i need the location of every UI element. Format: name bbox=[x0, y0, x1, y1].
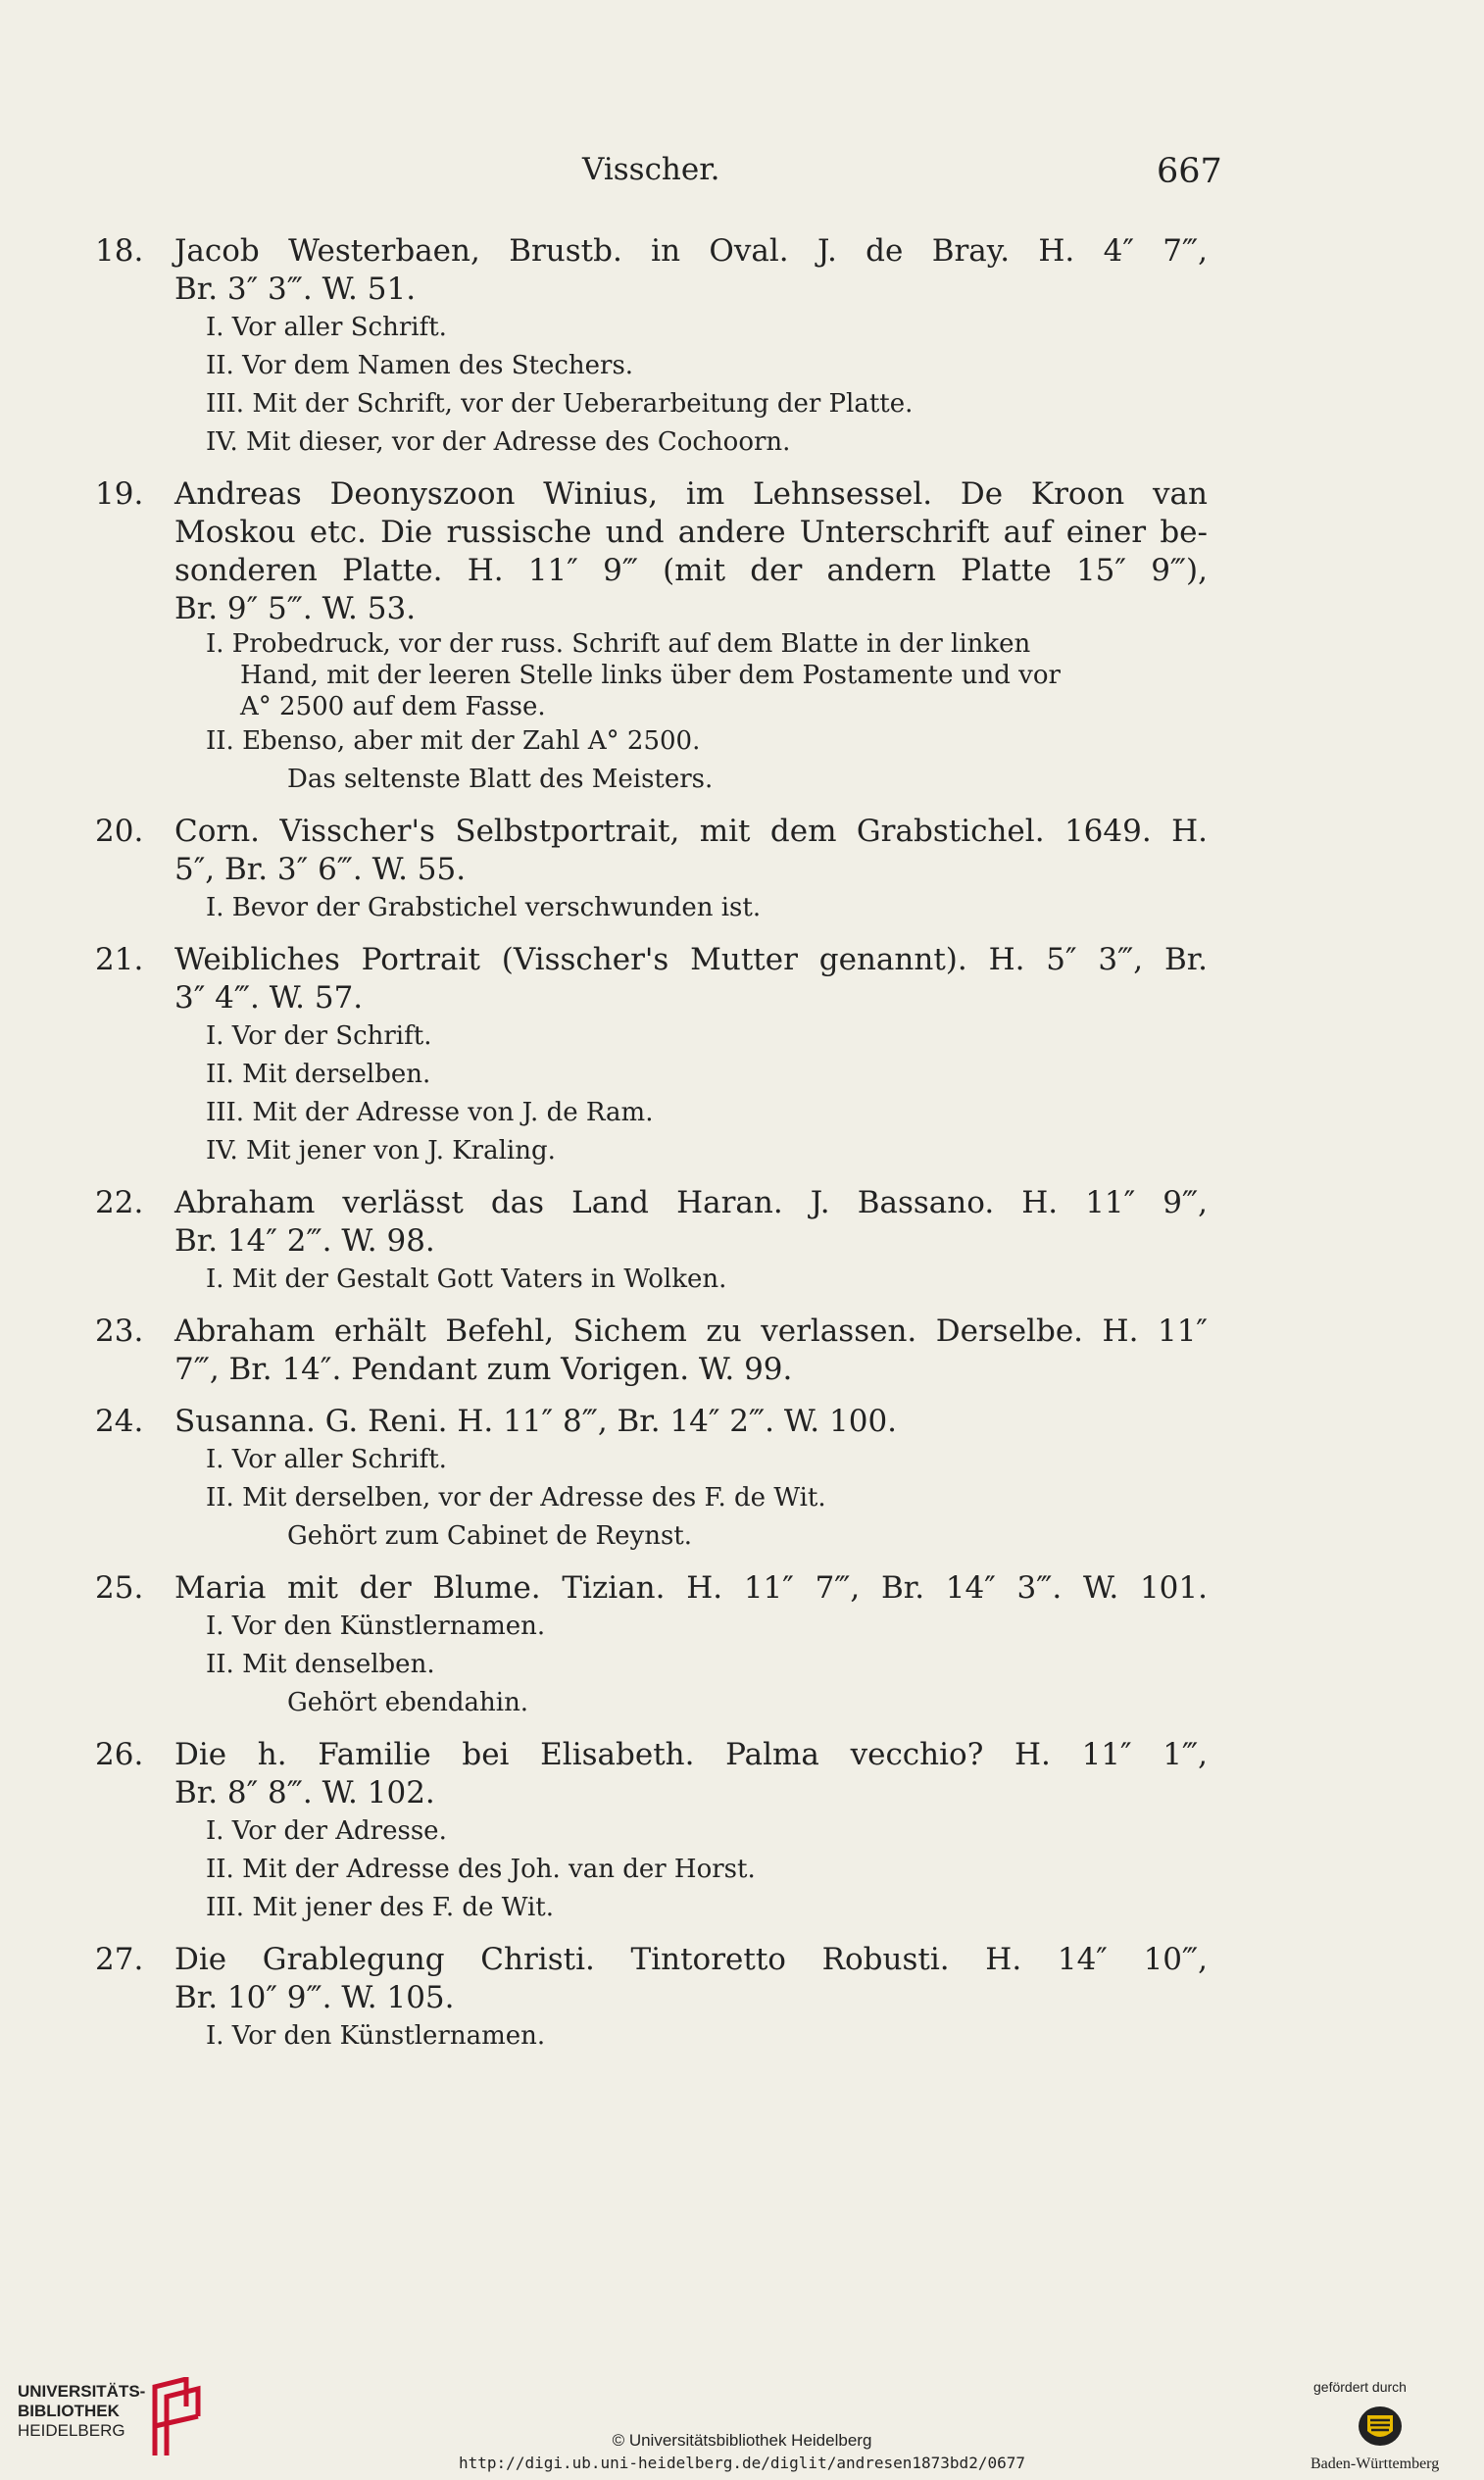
entry-19 bbox=[95, 475, 1208, 799]
entry-text-line: Susanna. G. Reni. H. 11″ 8‴, Br. 14″ 2‴. W. 100. bbox=[174, 1404, 898, 1439]
state-line: I. Mit der Gestalt Gott Vaters in Wolken. bbox=[206, 1265, 727, 1294]
state-line: III. Mit jener des F. de Wit. bbox=[206, 1893, 555, 1922]
entry-number: 27. bbox=[95, 1942, 144, 1977]
state-line: II. Ebenso, aber mit der Zahl A° 2500. bbox=[206, 726, 701, 756]
entry-text-line: Jacob Westerbaen, Brustb. in Oval. J. de Bray. H. 4″ 7‴, bbox=[174, 233, 1208, 269]
state-line: I. Bevor der Grabstichel verschwunden ist. bbox=[206, 893, 762, 922]
entry-number: 26. bbox=[95, 1737, 144, 1772]
entry-number: 25. bbox=[95, 1570, 144, 1606]
entry-text-line: Br. 8″ 8‴. W. 102. bbox=[174, 1775, 435, 1810]
entry-number: 19. bbox=[95, 476, 144, 512]
state-line: I. Probedruck, vor der russ. Schrift auf dem Blatte in der linken bbox=[206, 629, 1031, 659]
entry-text-line: 5″, Br. 3″ 6‴. W. 55. bbox=[174, 852, 467, 887]
entry-text-line: Andreas Deonyszoon Winius, im Lehnsessel. De Kroon van bbox=[174, 476, 1208, 512]
state-line: II. Mit denselben. bbox=[206, 1650, 435, 1679]
state-line: III. Mit der Schrift, vor der Ueberarbeitung der Platte. bbox=[206, 389, 914, 419]
entry-text-line: Corn. Visscher's Selbstportrait, mit dem Grabstichel. 1649. H. bbox=[174, 814, 1208, 849]
library-city: HEIDELBERG bbox=[18, 2421, 125, 2440]
state-line: I. Vor aller Schrift. bbox=[206, 313, 447, 342]
funder-name: Baden-Württemberg bbox=[1311, 2455, 1440, 2472]
entry-text-line: 3″ 4‴. W. 57. bbox=[174, 980, 364, 1016]
permalink-url[interactable]: http://digi.ub.uni-heidelberg.de/diglit/andresen1873bd2/0677 bbox=[459, 2454, 1025, 2472]
entry-26 bbox=[95, 1736, 1208, 1927]
entry-number: 24. bbox=[95, 1404, 144, 1439]
entry-note: Das seltenste Blatt des Meisters. bbox=[287, 765, 714, 794]
entry-note: Gehört ebendahin. bbox=[287, 1688, 529, 1717]
library-name-line-2: BIBLIOTHEK bbox=[18, 2402, 120, 2420]
entry-21 bbox=[95, 941, 1208, 1170]
entry-text-line: sonderen Platte. H. 11″ 9‴ (mit der andern Platte 15″ 9‴), bbox=[174, 553, 1208, 588]
entry-number: 20. bbox=[95, 814, 144, 849]
state-line: I. Vor der Schrift. bbox=[206, 1021, 432, 1051]
entry-23 bbox=[95, 1313, 1208, 1389]
copyright-notice: © Universitätsbibliothek Heidelberg bbox=[612, 2431, 872, 2450]
entry-text-line: Abraham verlässt das Land Haran. J. Bassano. H. 11″ 9‴, bbox=[174, 1185, 1208, 1220]
entry-text-line: Die h. Familie bei Elisabeth. Palma vecchio? H. 11″ 1‴, bbox=[174, 1737, 1208, 1772]
state-line: IV. Mit dieser, vor der Adresse des Cochoorn. bbox=[206, 427, 791, 457]
catalogue-entries bbox=[95, 232, 1208, 2069]
entry-25 bbox=[95, 1569, 1208, 1722]
entry-20 bbox=[95, 813, 1208, 927]
entry-number: 21. bbox=[95, 942, 144, 977]
state-line: I. Vor der Adresse. bbox=[206, 1816, 447, 1846]
state-line: I. Vor den Künstlernamen. bbox=[206, 1612, 546, 1641]
entry-text-line: Die Grablegung Christi. Tintoretto Robusti. H. 14″ 10‴, bbox=[174, 1942, 1208, 1977]
baden-wuerttemberg-emblem-icon bbox=[1356, 2402, 1405, 2451]
state-line: I. Vor den Künstlernamen. bbox=[206, 2021, 546, 2051]
entry-text-line: Br. 9″ 5‴. W. 53. bbox=[174, 591, 417, 626]
running-head: Visscher. bbox=[582, 152, 720, 187]
entry-number: 22. bbox=[95, 1185, 144, 1220]
entry-number: 23. bbox=[95, 1314, 144, 1349]
state-line: II. Vor dem Namen des Stechers. bbox=[206, 351, 634, 380]
entry-text-line: Moskou etc. Die russische und andere Unterschrift auf einer be- bbox=[174, 515, 1208, 550]
entry-text-line: 7‴, Br. 14″. Pendant zum Vorigen. W. 99. bbox=[174, 1352, 793, 1387]
entry-24 bbox=[95, 1403, 1208, 1556]
entry-18 bbox=[95, 232, 1208, 462]
state-line: II. Mit derselben. bbox=[206, 1060, 431, 1089]
entry-22 bbox=[95, 1184, 1208, 1299]
entry-text-line: Abraham erhält Befehl, Sichem zu verlassen. Derselbe. H. 11″ bbox=[174, 1314, 1208, 1349]
entry-text-line: Weibliches Portrait (Visscher's Mutter genannt). H. 5″ 3‴, Br. bbox=[174, 942, 1208, 977]
library-name-line-1: UNIVERSITÄTS- bbox=[18, 2382, 146, 2401]
state-line-continued: Hand, mit der leeren Stelle links über dem Postamente und vor bbox=[240, 661, 1061, 690]
state-line: III. Mit der Adresse von J. de Ram. bbox=[206, 1098, 654, 1127]
funded-by-label: gefördert durch bbox=[1313, 2379, 1407, 2395]
entry-text-line: Br. 14″ 2‴. W. 98. bbox=[174, 1223, 435, 1259]
entry-text-line: Br. 10″ 9‴. W. 105. bbox=[174, 1980, 455, 2015]
state-line: I. Vor aller Schrift. bbox=[206, 1445, 447, 1474]
entry-text-line: Br. 3″ 3‴. W. 51. bbox=[174, 272, 417, 307]
entry-number: 18. bbox=[95, 233, 144, 269]
state-line-continued: A° 2500 auf dem Fasse. bbox=[240, 692, 546, 721]
page-number: 667 bbox=[1157, 152, 1222, 191]
state-line: II. Mit derselben, vor der Adresse des F. de Wit. bbox=[206, 1483, 826, 1513]
entry-27 bbox=[95, 1941, 1208, 2056]
state-line: IV. Mit jener von J. Kraling. bbox=[206, 1136, 556, 1166]
entry-text-line: Maria mit der Blume. Tizian. H. 11″ 7‴, Br. 14″ 3‴. W. 101. bbox=[174, 1570, 1208, 1606]
entry-note: Gehört zum Cabinet de Reynst. bbox=[287, 1521, 693, 1551]
state-line: II. Mit der Adresse des Joh. van der Horst. bbox=[206, 1855, 756, 1884]
